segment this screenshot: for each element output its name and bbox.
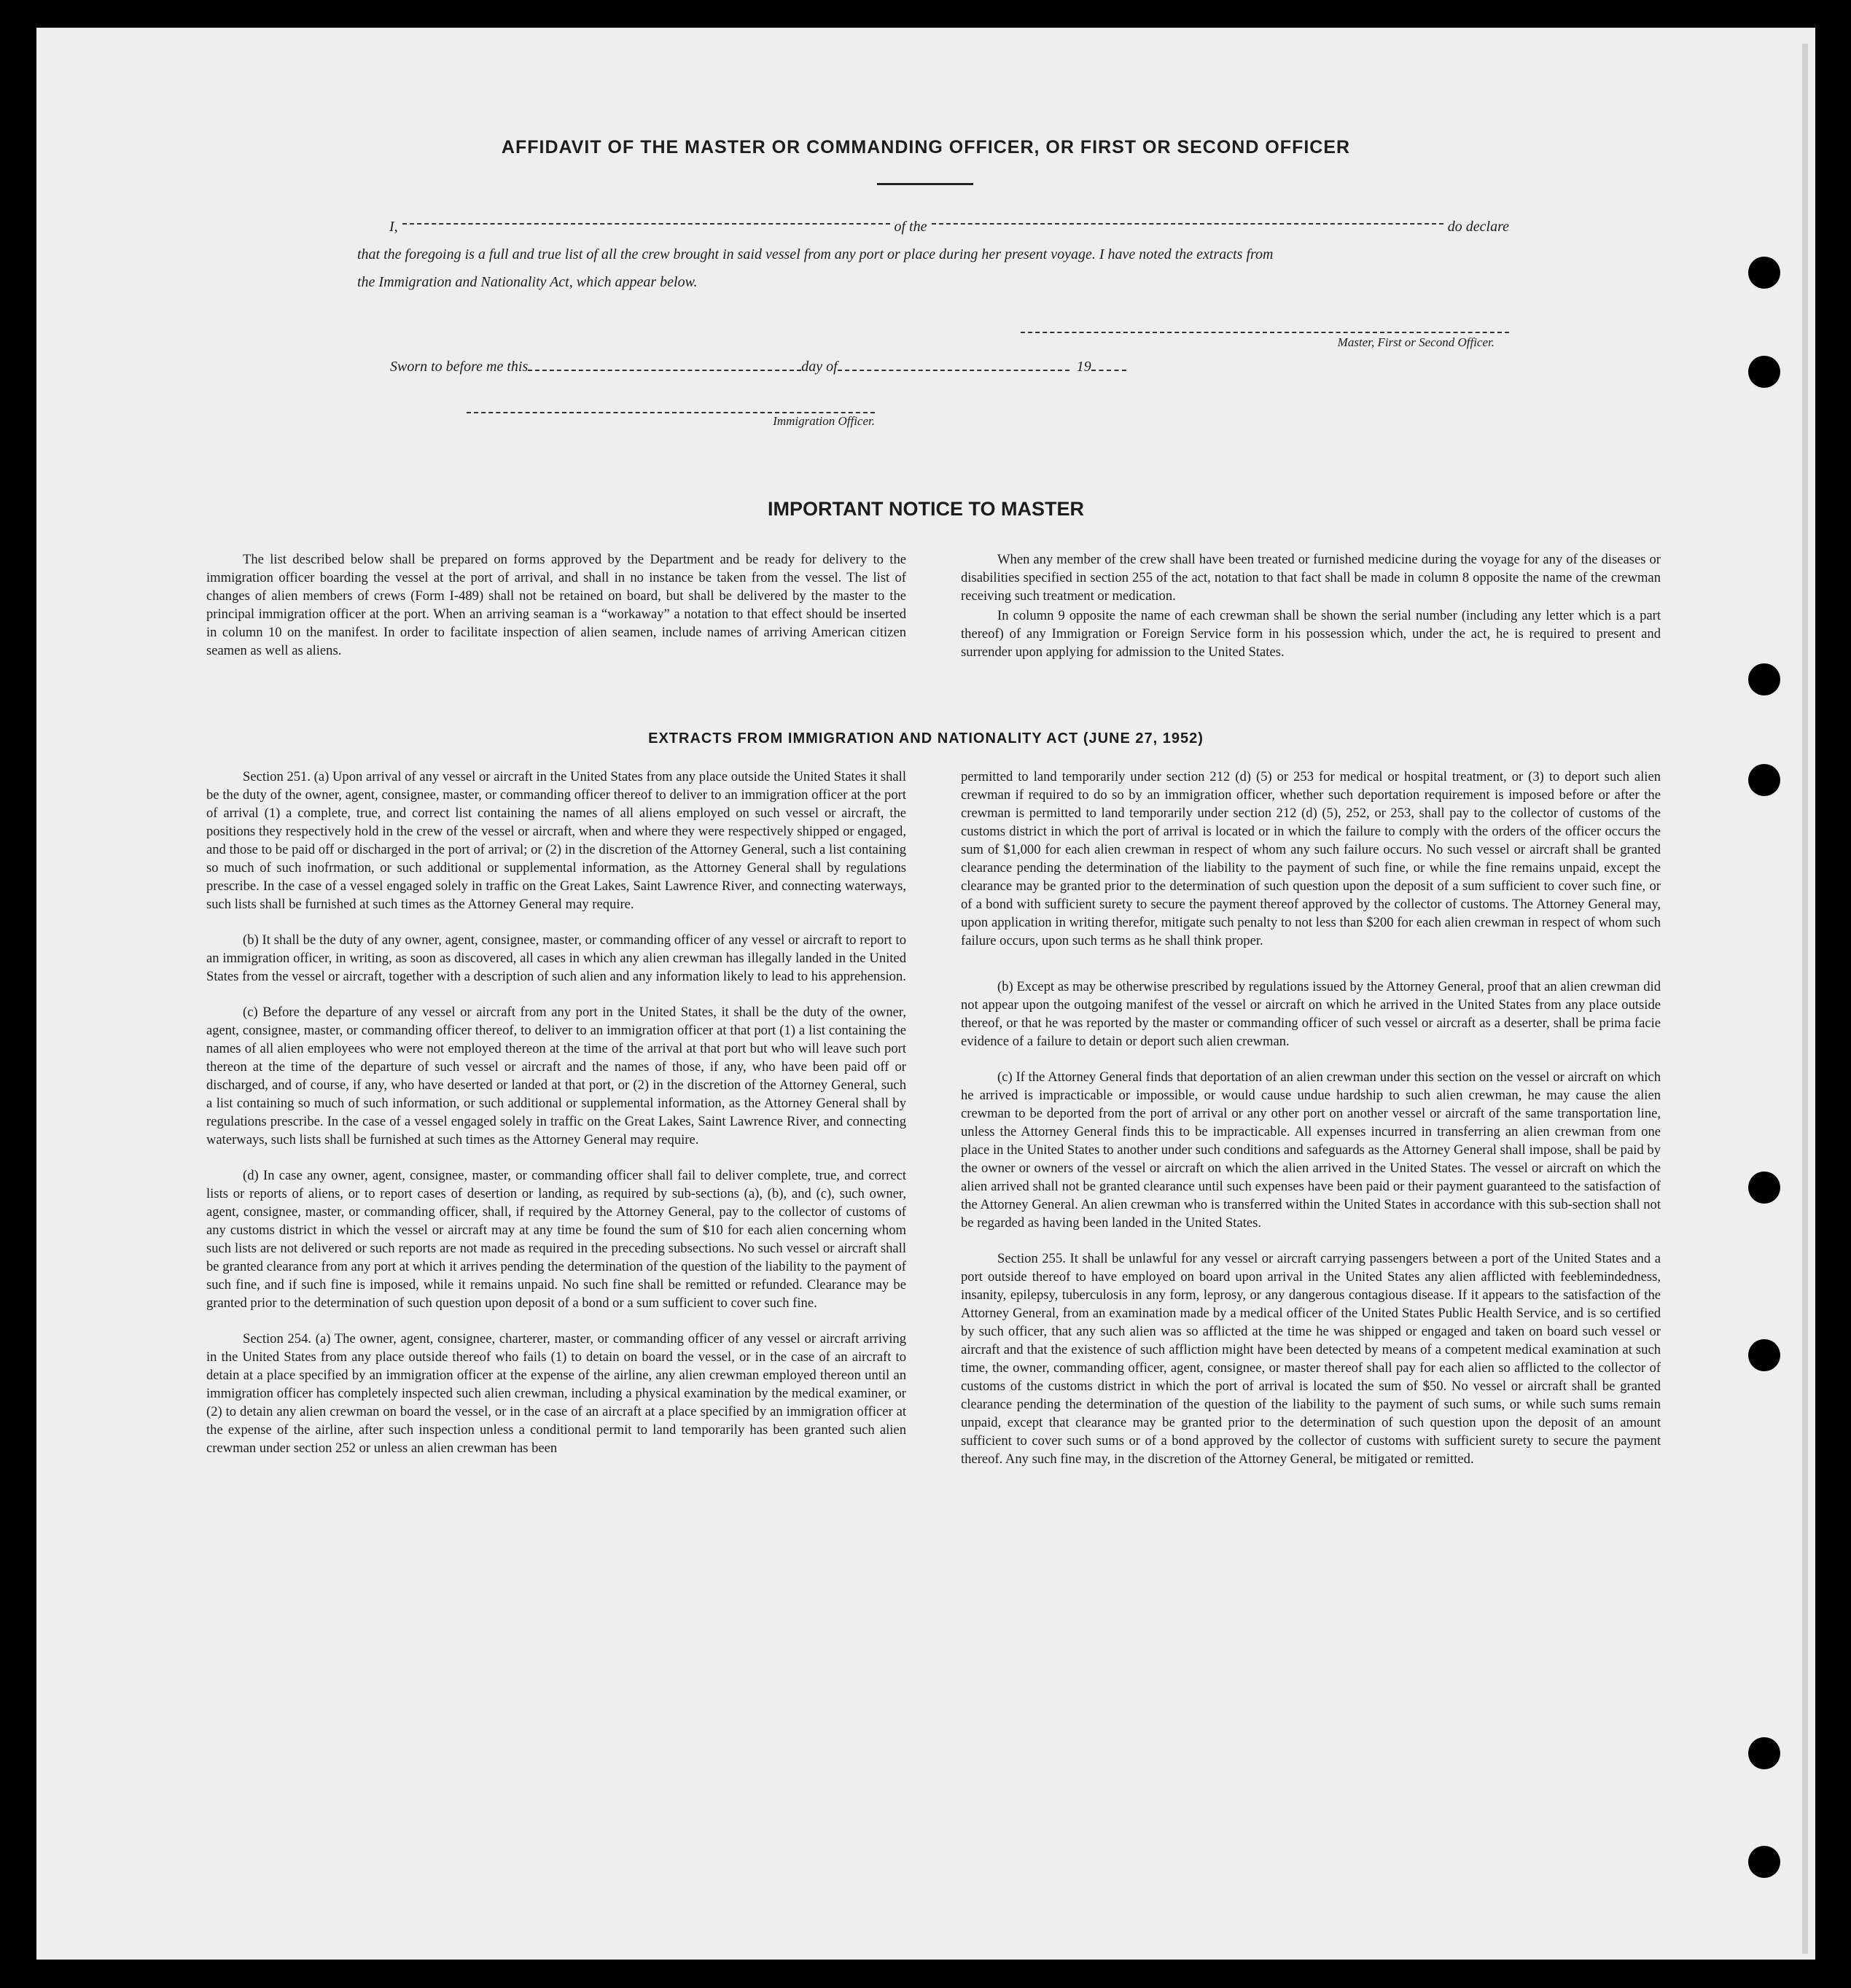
immigration-officer-label: Immigration Officer.: [773, 414, 875, 428]
month-field[interactable]: [838, 359, 1069, 371]
declaration-line-3: the Immigration and Nationality Act, which appear below.: [357, 274, 698, 290]
section-251-c: (c) Before the departure of any vessel or aircraft from any port in the United States, it shall be the duty of the owner, agent, consignee, master, or commanding officer thereof, to deliver to an immigration officer at that port (1) a list containing the names of all alien employees who were not employed thereon at the time of the arrival at that port but who will leave such port thereon at the time of the departure of such vessel or aircraft and the names of those, if any, who have been paid off or discharged, and of course, if any, who have deserted or landed at that port, or (2) in the discretion of the Attorney General, such a list containing so much of such information, or such additional or supplemental information, as the Attorney General shall by regulations prescribe. In the case of a vessel engaged solely in traffic on the Great Lakes, Saint Lawrence River, and connecting waterways, such lists shall be furnished at such times as the Attorney General may require.: [206, 1005, 906, 1147]
affidavit-declaration: [357, 213, 1509, 296]
notice-right-column: [961, 550, 1661, 679]
day-of-label: day of: [801, 359, 838, 375]
extracts-left-column: [206, 768, 906, 1475]
year-label: 19: [1076, 359, 1091, 375]
title-rule: [877, 183, 973, 185]
section-254-c: (c) If the Attorney General finds that deportation of an alien crewman under this section on the vessel or aircraft on which he arrived is impracticable or impossible, or would cause undue hardship to such alien crewman, he may cause the alien crewman to be deported from the port of arrival or any other port on another vessel or aircraft of the same transportation line, unless the Attorney General finds this to be impracticable. All expenses incurred in transferring an alien crewman from one place in the United States to another under such conditions and safeguards as the Attorney General shall impose, shall be paid by the owner or owners of the vessel or aircraft on which the alien arrived in the United States. The vessel or aircraft on which the alien arrived shall not be granted clearance until such expenses have been paid or their payment guaranteed to the satisfaction of the Attorney General. An alien crewman who is transferred within the United States in accordance with this sub-section shall not be regarded as having been landed in the United States.: [961, 1069, 1661, 1231]
notice-left-paragraph: The list described below shall be prepared on forms approved by the Department and be ready for delivery to the immigration officer boarding the vessel at the port of arrival, and shall in no instance be taken from the vessel. The list of changes of alien members of crews (Form I-489) shall not be retained on board, but shall be delivered by the master to the principal immigration officer at the port. When an arriving seaman is a “workaway” a notation to that effect should be inserted in column 10 on the manifest. In order to facilitate inspection of alien seamen, include names of arriving American citizen seamen as well as aliens.: [206, 552, 906, 658]
notice-left-column: [206, 550, 906, 677]
sworn-label: Sworn to before me this: [390, 359, 529, 375]
notice-right-paragraph-1: When any member of the crew shall have been treated or furnished medicine during the voyage for any of the diseases or disabilities specified in section 255 of the act, notation to that fact shall be made in column 8 opposite the name of the crewman receiving such treatment or medication.: [961, 552, 1661, 604]
section-254-b: (b) Except as may be otherwise prescribed by regulations issued by the Attorney General, proof that an alien crewman did not appear upon the outgoing manifest of the vessel or aircraft on which he arrived in the United States from any place outside thereof, or that he was reported by the master or commanding officer of such vessel or aircraft as a deserter, shall be prima facie evidence of a failure to detain or deport such alien crewman.: [961, 979, 1661, 1049]
year-field[interactable]: [1091, 359, 1126, 371]
declarant-name-field[interactable]: [402, 213, 890, 225]
section-255: Section 255. It shall be unlawful for any vessel or aircraft carrying passengers between a port of the United States and a port outside thereof to have employed on board upon arrival in the United States any alien afflicted with feeblemindedness, insanity, epilepsy, tuberculosis in any form, leprosy, or any dangerous contagious disease. If it appears to the satisfaction of the Attorney General, from an examination made by a medical officer of the United States Public Health Service, and is so certified by such officer, that any such alien was so afflicted at the time he was shipped or engaged and taken on board such vessel or aircraft and that the existence of such affliction might have been detected by means of a competent medical examination at such time, the owner, commanding officer, agent, consignee, or master thereof shall pay for each alien so afflicted to the collector of customs of the customs district in which the port of arrival is located the sum of $50. No vessel or aircraft shall be granted clearance pending the determination of the question of the liability to the payment of such sums, or while such sums remain unpaid, except that clearance may be granted prior to the determination of such question upon the deposit of an amount sufficient to cover such sums or of a bond approved by the collector of customs with sufficient surety to secure the payment thereof. Any such fine may, in the discretion of the Attorney General, be mitigated or remitted.: [961, 1251, 1661, 1467]
sworn-line: [390, 359, 1126, 375]
binder-hole: [1748, 764, 1780, 796]
binder-hole: [1748, 663, 1780, 695]
declaration-line-1: [357, 213, 1509, 241]
notice-title: IMPORTANT NOTICE TO MASTER: [768, 498, 1084, 520]
do-declare-label: do declare: [1447, 219, 1509, 235]
binder-hole: [1748, 1846, 1780, 1878]
section-254-a: Section 254. (a) The owner, agent, consignee, charterer, master, or commanding officer of any vessel or aircraft arriving in the United States from any place outside thereof who fails (1) to detain on board the vessel, or in the case of an aircraft to detain at a place specified by an immigration officer at the expense of the airline, any alien crewman employed thereon until an immigration officer has completely inspected such alien crewman, including a physical examination by the medical examiner, or (2) to detain any alien crewman on board the vessel, or in the case of an aircraft at a place specified by an immigration officer at the expense of the airline, after such inspection unless a conditional permit to land temporarily has been granted such alien crewman under section 252 or unless an alien crewman has been: [206, 1331, 906, 1456]
master-signature-label: Master, First or Second Officer.: [1337, 335, 1495, 349]
section-251-a: Section 251. (a) Upon arrival of any vessel or aircraft in the United States from any place outside the United States it shall be the duty of the owner, agent, consignee, master, or commanding officer thereof to deliver to an immigration officer at the port of arrival (1) a complete, true, and correct list containing the names of all aliens employed on such vessel or aircraft, the positions they respectively hold in the crew of the vessel or aircraft, when and where they were respectively shipped or engaged, and those to be paid off or discharged in the port of arrival; or (2) in the discretion of the Attorney General, such a list containing so much of such inofrmation, or such additional or supplemental information, as the Attorney General shall by regulations prescribe. In the case of a vessel engaged solely in traffic on the Great Lakes, Saint Lawrence River, and connecting waterways, such lists shall be furnished at such times as the Attorney General may require.: [206, 769, 906, 912]
extracts-title: EXTRACTS FROM IMMIGRATION AND NATIONALITY ACT (JUNE 27, 1952): [648, 730, 1204, 747]
binder-hole: [1748, 356, 1780, 388]
binder-hole: [1748, 1737, 1780, 1769]
declaration-line-2: that the foregoing is a full and true list of all the crew brought in said vessel from any port or place during her present voyage. I have noted the extracts from: [357, 246, 1274, 262]
section-251-b: (b) It shall be the duty of any owner, agent, consignee, master, or commanding officer of any vessel or aircraft to report to an immigration officer, in writing, as soon as discovered, all cases in which any alien crewman has illegally landed in the United States from the vessel or aircraft, together with a description of such alien and any information likely to lead to his apprehension.: [206, 932, 906, 984]
extracts-right-column: [961, 768, 1661, 1486]
vessel-name-field[interactable]: [932, 213, 1443, 225]
notice-right-paragraph-2: In column 9 opposite the name of each crewman shall be shown the serial number (including any letter which is a part thereof) of any Immigration or Foreign Service form in his possession which, under the act, he is required to present and surrender upon applying for admission to the United States.: [961, 608, 1661, 660]
binder-hole: [1748, 257, 1780, 289]
master-signature-line[interactable]: [1021, 332, 1509, 333]
of-the-label: of the: [894, 219, 927, 235]
immigration-officer-signature-line[interactable]: [467, 412, 875, 413]
affidavit-title: AFFIDAVIT OF THE MASTER OR COMMANDING OFFICER, OR FIRST OR SECOND OFFICER: [501, 137, 1351, 157]
section-254-a-continued: permitted to land temporarily under section 212 (d) (5) or 253 for medical or hospital treatment, or (3) to deport such alien crewman if required to do so by an immigration officer, whether such deportation requirement is imposed before or after the crewman is permitted to land temporarily under section 212 (d) (5), 252, or 253, shall pay to the collector of customs of the customs district in which the port of arrival is located or in which the failure to comply with the orders of the officer occurs the sum of $1,000 for each alien crewman in respect of whom any such failure occurs. No such vessel or aircraft shall be granted clearance pending the determination of the liability to the payment of such fine, or while the fine remains unpaid, except the clearance may be granted prior to the determination of such question upon the deposit of a sum sufficient to cover such fine, or of a bond with sufficient surety to secure the payment thereof approved by the collector of customs. The Attorney General may, upon application in writing therefor, mitigate such penalty to not less than $200 for each alien crewman in respect of whom such failure occurs, upon such terms as he shall think proper.: [961, 769, 1661, 948]
section-251-d: (d) In case any owner, agent, consignee, master, or commanding officer shall fail to deliver complete, true, and correct lists or reports of aliens, or to report cases of desertion or landing, as required by sub-sections (a), (b), and (c), such owner, agent, consignee, master, or commanding officer, shall, if required by the Attorney General, pay to the collector of customs of any customs district in which the vessel or aircraft may at any time be found the sum of $10 for each alien concerning whom such lists are not delivered or such reports are not made as required in the preceding subsections. No such vessel or aircraft shall be granted clearance from any port at which it arrives pending the determination of the question of the liability to the payment of such fine, and if such fine is imposed, while it remains unpaid. No such fine shall be remitted or refunded. Clearance may be granted prior to the determination of such question upon deposit of a bond or a sum sufficient to cover such fine.: [206, 1168, 906, 1311]
declarant-i-label: I,: [389, 219, 398, 235]
binder-hole: [1748, 1339, 1780, 1371]
sworn-date-field[interactable]: [528, 359, 801, 371]
binder-hole: [1748, 1172, 1780, 1204]
page-edge-shadow: [1802, 44, 1808, 1954]
